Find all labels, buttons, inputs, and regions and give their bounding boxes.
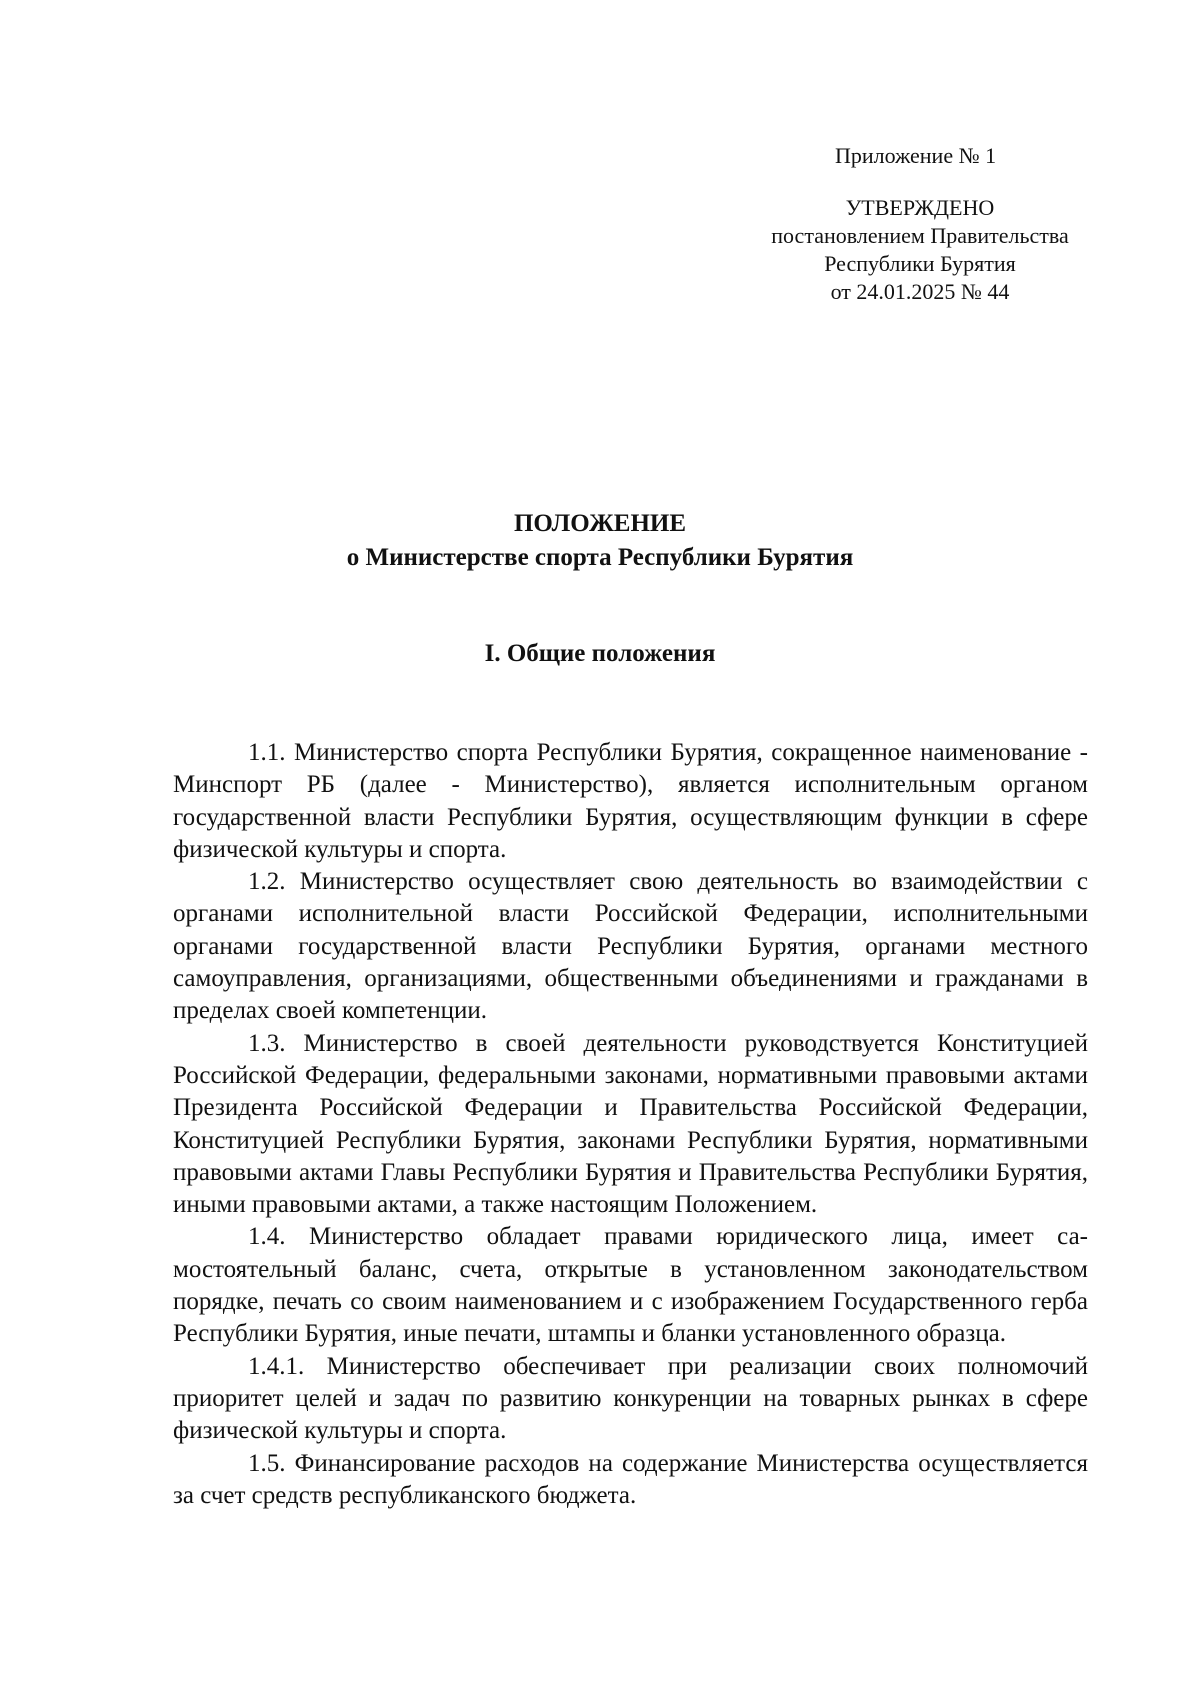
paragraph-1-3: 1.3. Министерство в своей деятельности руководствуется Конституцией Российской Федерации, федеральными законами, нормативными правовыми актами Президента Российской Федерации и Правительства Российской Федерации, Конституцией Республики Бурятия, законами Республики Бурятия, нормативными правовыми актами Главы Республики Бурятия и Правительства Республики Бурятия, иными правовыми актами, а также настоящим Положением.: [173, 1029, 1088, 1219]
approval-line-1: постановлением Правительства: [771, 223, 1069, 248]
paragraph-1-1: 1.1. Министерство спорта Республики Бурятия, сокращенное наименование - Минспорт РБ (далее - Министерство), является исполнительным органом государственной власти Республики Бурятия, осуществляющим функции в сфере физической культуры и спорта.: [173, 739, 1088, 863]
paragraph-1-5: 1.5. Финансирование расходов на содержание Министерства осуществляется за счет средств республиканского бюджета.: [173, 1449, 1088, 1509]
paragraph-1-4-1: 1.4.1. Министерство обеспечивает при реализации своих полномочий приоритет целей и задач по развитию конкуренции на товарных рынках в сфере физической культуры и спорта.: [173, 1352, 1088, 1445]
document-subtitle: о Министерстве спорта Республики Бурятия: [346, 544, 854, 571]
approval-stamp: [760, 194, 1080, 306]
paragraph-1-2: 1.2. Министерство осуществляет свою деятельность во взаимодействии с органами исполнительной власти Российской Федерации, исполнительными органами государственной власти Республики Бурятия, органами местного самоуправления, организациями, общественными объединениями и гражданами в пределах своей компетенции.: [173, 868, 1088, 1025]
approval-line-3: от 24.01.2025 № 44: [830, 279, 1010, 304]
annex-label: Приложение № 1: [835, 143, 997, 168]
section-heading: I. Общие положения: [484, 640, 716, 667]
section-body: [173, 737, 1088, 1512]
approval-line-2: Республики Бурятия: [824, 251, 1016, 276]
document-title-block: [0, 507, 1200, 575]
document-title: ПОЛОЖЕНИЕ: [513, 510, 687, 537]
approval-title: УТВЕРЖДЕНО: [845, 195, 995, 220]
paragraph-1-4: 1.4. Министерство обладает правами юридического лица, имеет самостоятельный баланс, счета, открытые в установленном законодательством порядке, печать со своим наименованием и с изображением Государственного герба Республики Бурятия, иные печати, штампы и бланки установленного образца.: [173, 1223, 1088, 1348]
